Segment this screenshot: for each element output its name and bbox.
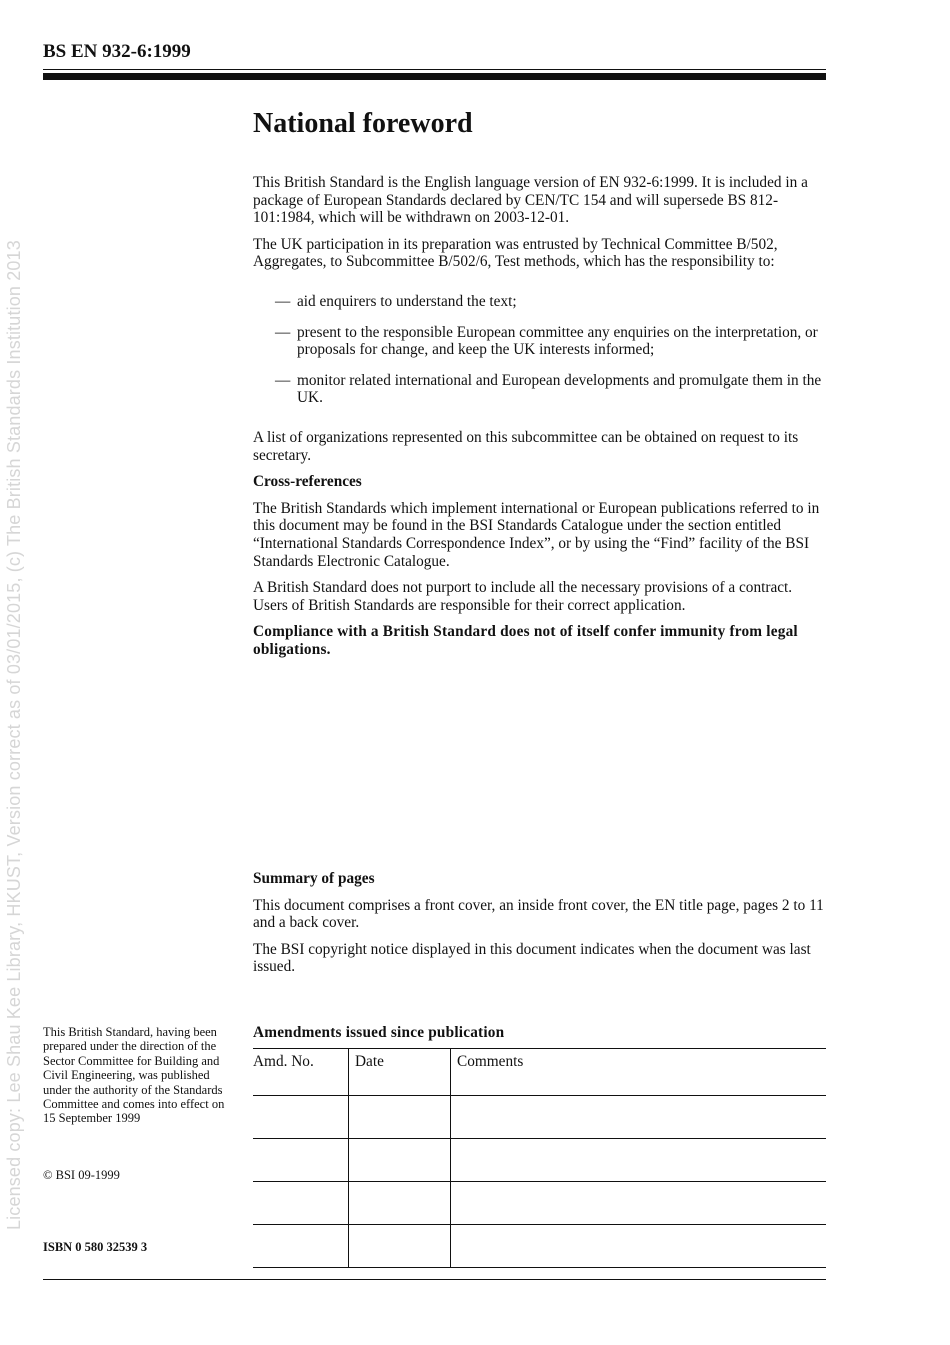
table-cell <box>451 1182 827 1225</box>
cross-references-heading: Cross-references <box>253 473 362 491</box>
license-watermark: Licensed copy: Lee Shau Kee Library, HKUST, Version correct as of 03/01/2015, (c) The British Standards Institution 2013 <box>4 240 24 1230</box>
responsibility-list <box>253 293 828 407</box>
table-row <box>253 1139 826 1182</box>
provisions-paragraph: A British Standard does not purport to include all the necessary provisions of a contract. Users of British Standards are responsible for their correct application. <box>253 579 793 614</box>
header-rule-thin <box>43 69 826 70</box>
table-header-row <box>253 1049 826 1096</box>
table-row <box>253 1182 826 1225</box>
document-id: BS EN 932-6:1999 <box>43 41 191 62</box>
summary-heading: Summary of pages <box>253 870 375 887</box>
table-cell <box>349 1096 451 1139</box>
summary-text: This document comprises a front cover, an inside front cover, the EN title page, pages 2 to 11 and a back cover. <box>253 896 824 932</box>
header-rule-thick <box>43 73 826 80</box>
list-item: — present to the responsible European committee any enquiries on the interpretation, or proposals for change, and keep the UK interests informed; <box>253 324 828 359</box>
column-header-amd-no: Amd. No. <box>253 1049 349 1096</box>
table-cell <box>451 1096 827 1139</box>
amendments-title: Amendments issued since publication <box>253 1024 505 1041</box>
isbn: ISBN 0 580 32539 3 <box>43 1240 148 1254</box>
table-cell <box>349 1182 451 1225</box>
table-cell <box>349 1139 451 1182</box>
cross-references-text: The British Standards which implement international or European publications referred to in this document may be found in the BSI Standards Catalogue under the section entitled “International Standards Correspondence Index”, or by using the “Find” facility of the BSI Standards Electronic Catalogue. <box>253 499 820 570</box>
participation-paragraph: The UK participation in its preparation was entrusted by Technical Committee B/502, Aggregates, to Subcommittee B/502/6, Test methods, which has the responsibility to: <box>253 235 778 271</box>
table-cell <box>253 1139 349 1182</box>
table-cell <box>349 1225 451 1268</box>
intro-paragraph: This British Standard is the English language version of EN 932-6:1999. It is included in a package of European Standards declared by CEN/TC 154 and will supersede BS 812-101:1984, which will be withdrawn on 2003-12-01. <box>253 174 808 227</box>
list-item: — aid enquirers to understand the text; <box>253 293 828 311</box>
table-cell <box>451 1139 827 1182</box>
amendments-table <box>253 1048 826 1268</box>
summary-of-pages <box>253 870 828 985</box>
list-item: — monitor related international and European developments and promulgate them in the UK. <box>253 372 828 407</box>
copyright: © BSI 09-1999 <box>43 1168 120 1182</box>
column-header-date: Date <box>349 1049 451 1096</box>
table-row <box>253 1225 826 1268</box>
page-title: National foreword <box>253 108 473 139</box>
table-cell <box>253 1225 349 1268</box>
compliance-statement: Compliance with a British Standard does not of itself confer immunity from legal obligations. <box>253 623 798 658</box>
table-row <box>253 1096 826 1139</box>
copyright-notice-text: The BSI copyright notice displayed in this document indicates when the document was last issued. <box>253 940 811 976</box>
table-cell <box>451 1225 827 1268</box>
column-header-comments: Comments <box>451 1049 827 1096</box>
organizations-paragraph: A list of organizations represented on this subcommittee can be obtained on request to its secretary. <box>253 428 799 464</box>
publication-note: This British Standard, having been prepared under the direction of the Sector Committee for Building and Civil Engineering, was published under the authority of the Standards Committee and comes into effect on 15 September 1999 <box>43 1025 225 1126</box>
footer-rule <box>43 1279 826 1280</box>
table-cell <box>253 1182 349 1225</box>
table-cell <box>253 1096 349 1139</box>
national-foreword <box>253 106 828 667</box>
